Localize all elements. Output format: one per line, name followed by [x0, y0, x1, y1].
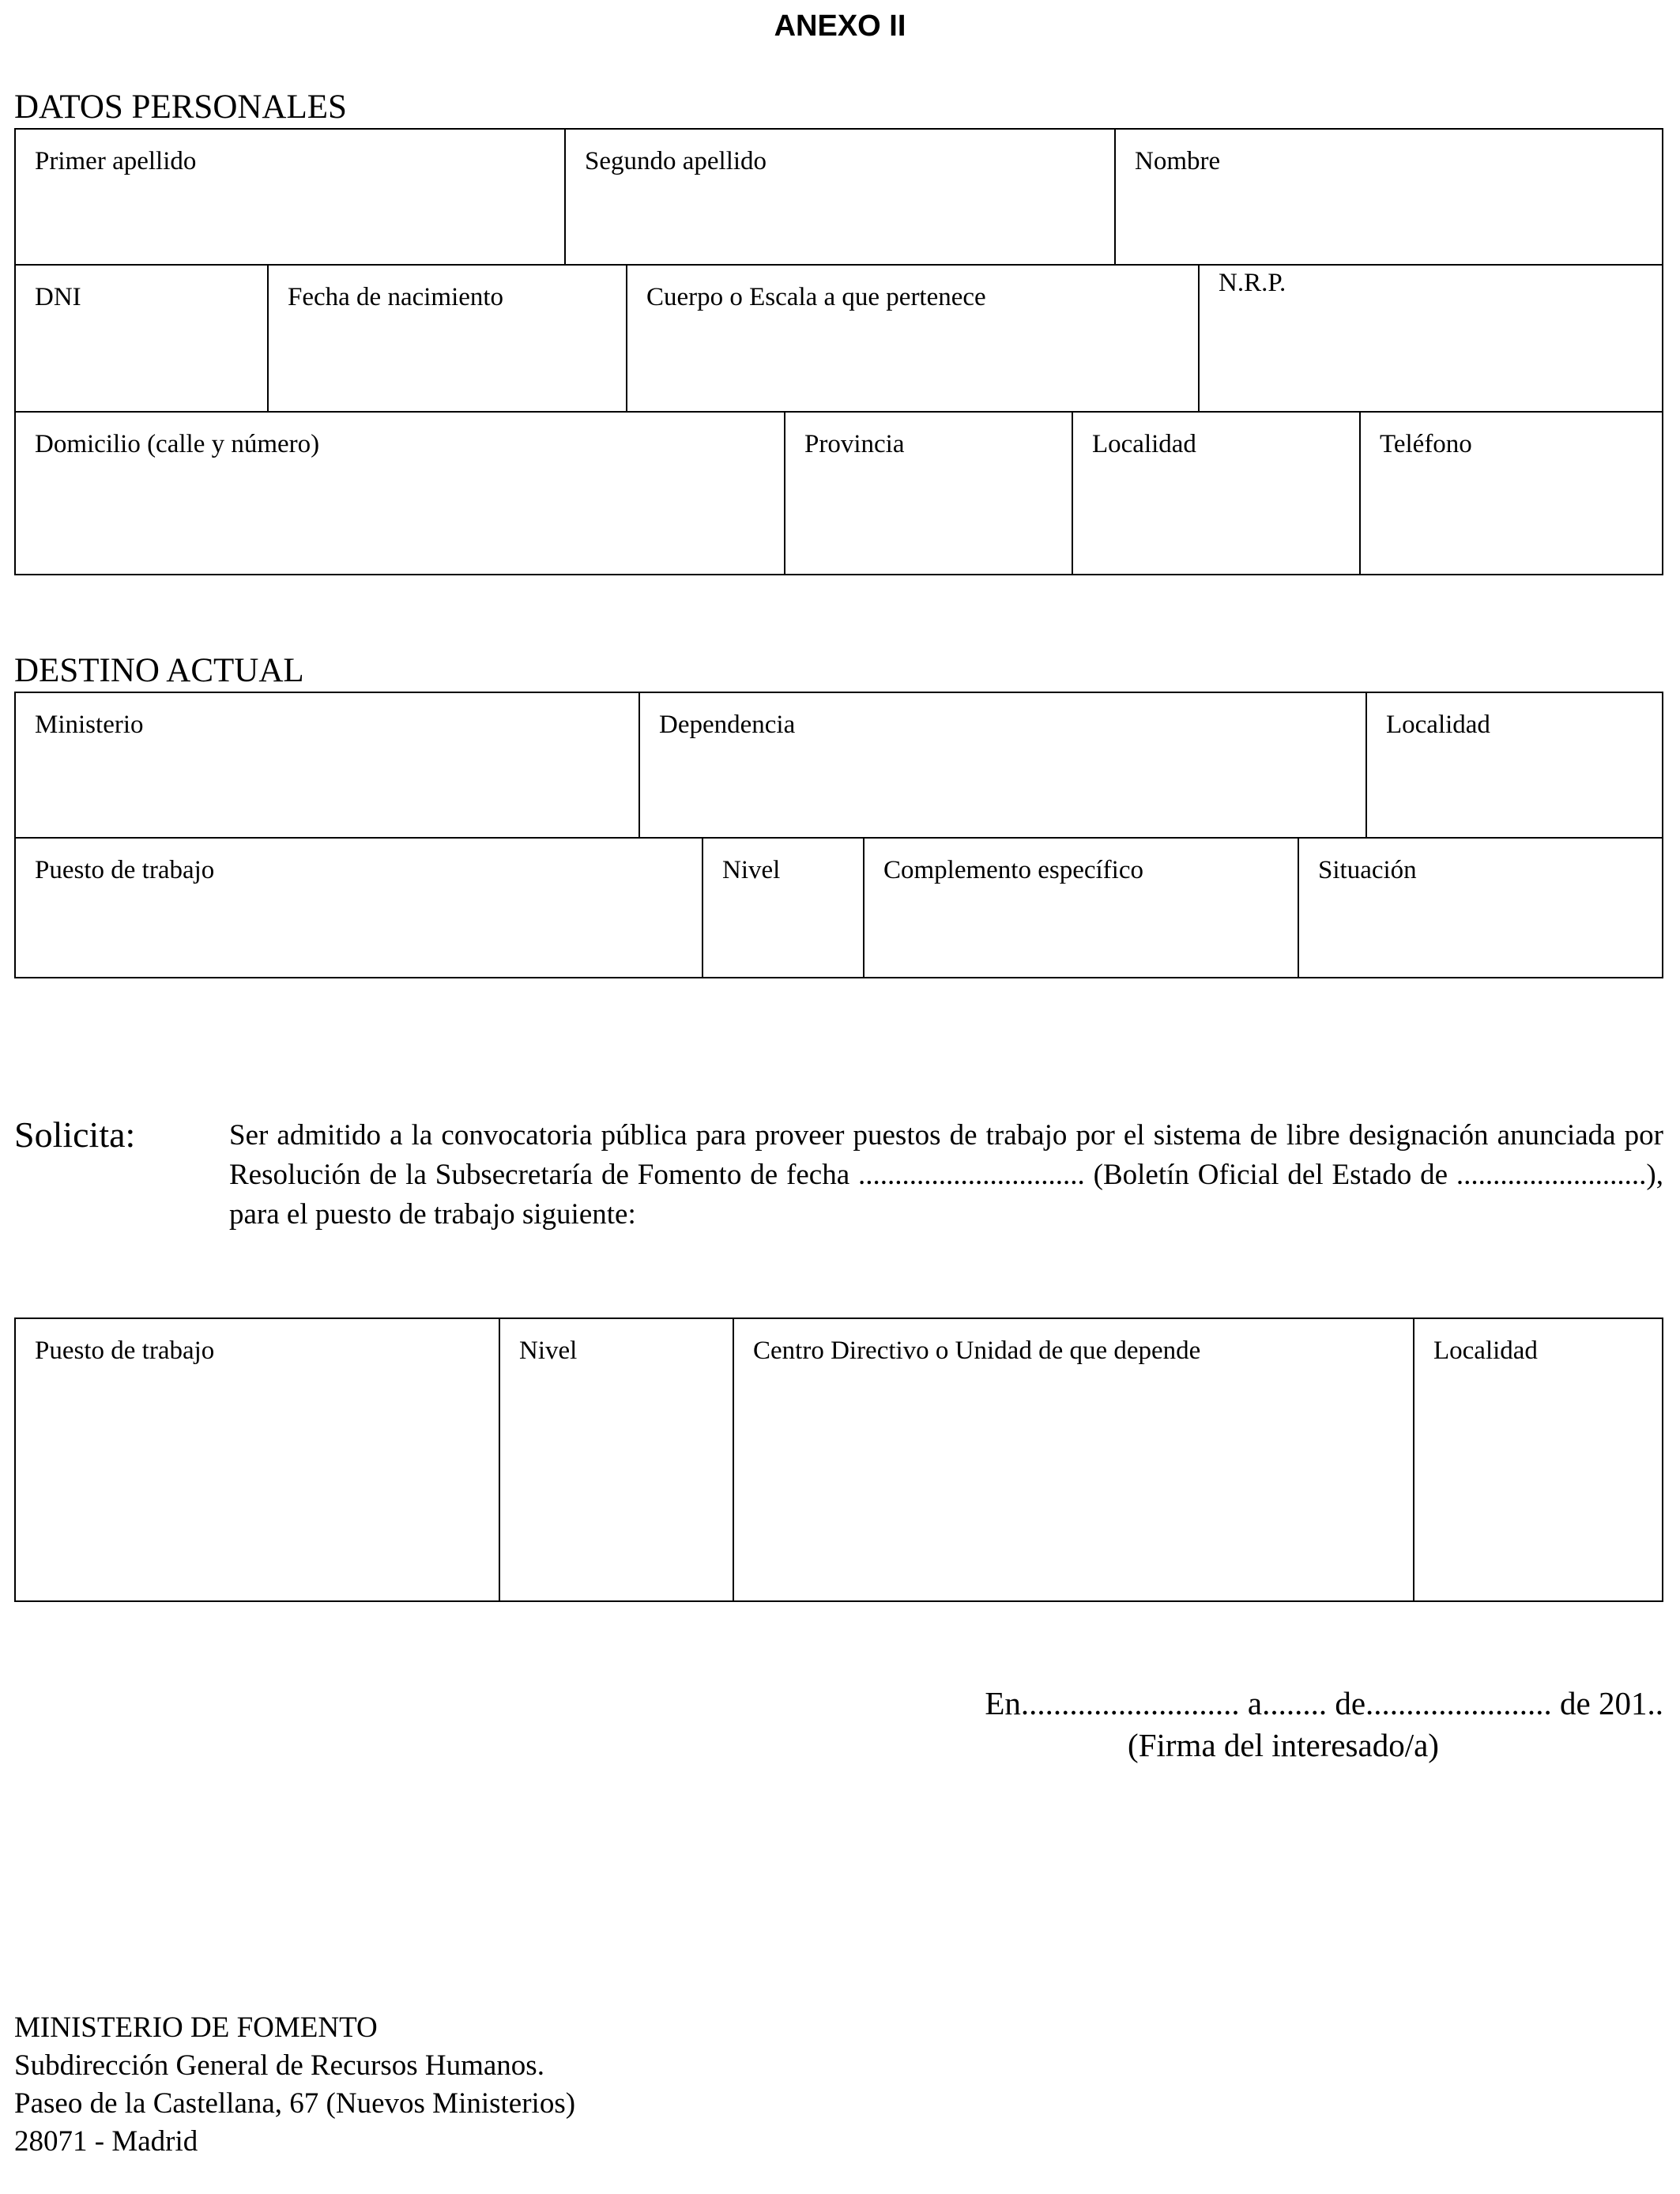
field-complemento-especifico[interactable]: [864, 839, 1299, 977]
field-label: Dependencia: [659, 711, 796, 739]
field-puesto-solicitado[interactable]: [16, 1319, 500, 1600]
section-heading-destino-actual: DESTINO ACTUAL: [14, 652, 304, 689]
field-domicilio[interactable]: [16, 413, 785, 574]
field-nombre[interactable]: [1116, 130, 1662, 264]
table-row: [14, 692, 1663, 839]
field-dni[interactable]: [16, 266, 269, 411]
destino-actual-table: [14, 692, 1663, 978]
table-row: [14, 128, 1663, 266]
field-label: Complemento específico: [883, 856, 1143, 884]
address-line: 28071 - Madrid: [14, 2125, 198, 2158]
field-label: Localidad: [1092, 430, 1196, 458]
field-label: Cuerpo o Escala a que pertenece: [646, 283, 986, 311]
address-block: [14, 2009, 575, 2161]
signature-caption: (Firma del interesado/a): [1128, 1727, 1439, 1763]
field-label: Domicilio (calle y número): [35, 430, 320, 458]
field-label: Primer apellido: [35, 147, 197, 175]
field-telefono[interactable]: [1361, 413, 1662, 574]
field-label: Nivel: [519, 1336, 578, 1365]
address-line: Subdirección General de Recursos Humanos.: [14, 2049, 544, 2082]
datos-personales-table: [14, 128, 1663, 575]
field-label: Centro Directivo o Unidad de que depende: [753, 1336, 1201, 1365]
field-label: Fecha de nacimiento: [288, 283, 504, 311]
field-nivel-solicitado[interactable]: [500, 1319, 734, 1600]
table-row: [14, 413, 1663, 575]
field-nivel[interactable]: [703, 839, 864, 977]
field-label: Segundo apellido: [585, 147, 767, 175]
section-heading-datos-personales: DATOS PERSONALES: [14, 89, 347, 126]
field-puesto-trabajo[interactable]: [16, 839, 703, 977]
field-label: Localidad: [1386, 711, 1490, 739]
field-provincia[interactable]: [785, 413, 1073, 574]
field-situacion[interactable]: [1299, 839, 1662, 977]
table-row: [14, 266, 1663, 413]
field-localidad[interactable]: [1073, 413, 1361, 574]
field-fecha-nacimiento[interactable]: [269, 266, 627, 411]
field-segundo-apellido[interactable]: [566, 130, 1116, 264]
field-localidad-solicitada[interactable]: [1414, 1319, 1662, 1600]
table-row: [14, 1318, 1663, 1602]
solicita-text: Ser admitido a la convocatoria pública para proveer puestos de trabajo por el sistema de libre designación anunciada por Resolución de la Subsecretaría de Fomento de fecha ............................... (Boletín Oficial del Estado de ..........................), para el puesto de trabajo siguiente:: [229, 1119, 1663, 1231]
field-label: Puesto de trabajo: [35, 856, 215, 884]
field-label: Teléfono: [1380, 430, 1472, 458]
table-row: [14, 839, 1663, 978]
field-cuerpo-escala[interactable]: [627, 266, 1200, 411]
field-ministerio[interactable]: [16, 693, 640, 837]
field-label: Provincia: [804, 430, 905, 458]
address-line: Paseo de la Castellana, 67 (Nuevos Ministerios): [14, 2087, 576, 2120]
field-label: Ministerio: [35, 711, 144, 739]
field-localidad-destino[interactable]: [1367, 693, 1662, 837]
page-title: ANEXO II: [774, 9, 906, 43]
field-label: Puesto de trabajo: [35, 1336, 215, 1365]
field-label: N.R.P.: [1219, 269, 1286, 297]
puesto-solicitado-table: [14, 1318, 1663, 1602]
field-label: Nombre: [1135, 147, 1221, 175]
field-centro-directivo[interactable]: [734, 1319, 1414, 1600]
signature-place-date: En........................... a........ de....................... de 201..: [985, 1685, 1663, 1721]
field-label: Situación: [1318, 856, 1417, 884]
field-label: DNI: [35, 283, 81, 311]
solicita-label: Solicita:: [14, 1114, 136, 1155]
field-nrp[interactable]: [1200, 266, 1662, 411]
address-line: MINISTERIO DE FOMENTO: [14, 2011, 378, 2044]
field-label: Nivel: [722, 856, 781, 884]
field-primer-apellido[interactable]: [16, 130, 566, 264]
field-dependencia[interactable]: [640, 693, 1367, 837]
field-label: Localidad: [1433, 1336, 1538, 1365]
